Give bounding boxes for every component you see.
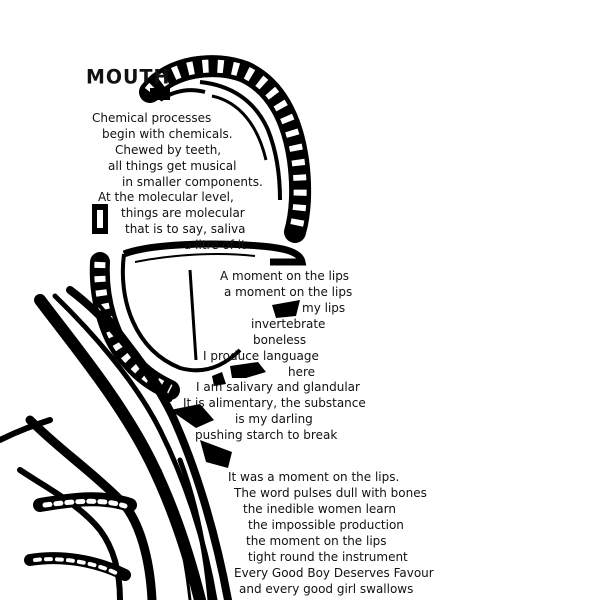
poem-line: It was a moment on the lips. [228,470,400,484]
poem-line: pushing starch to break [195,428,338,442]
poem-line: I produce language [203,349,319,363]
poem-line: It is alimentary, the substance [183,396,366,410]
poem-line: a litre of it [184,238,246,252]
poem-line: and every good girl swallows [239,582,414,596]
poem-line: The word pulses dull with bones [234,486,427,500]
poem-line: invertebrate [251,317,326,331]
poem-line: things are molecular [121,206,245,220]
poem-line: my lips [302,301,346,315]
poem-line: tight round the instrument [248,550,408,564]
poem-line: Chewed by teeth, [115,143,222,157]
poem-line: I am salivary and glandular [196,380,360,394]
poem-title: MOUTH [86,65,171,89]
poem-line: the moment on the lips [246,534,387,548]
poem-line: Every Good Boy Deserves Favour [234,566,434,580]
poem-line: the inedible women learn [243,502,396,516]
poem-line: that is to say, saliva [125,222,246,236]
poem-line: a moment on the lips [224,285,353,299]
poem-line: is my darling [235,412,313,426]
poem-line: Chemical processes [92,111,212,125]
poem-line: all things get musical [108,159,237,173]
poem-line: At the molecular level, [98,190,234,204]
poem-line: in smaller components. [122,175,263,189]
poem-line: boneless [253,333,307,347]
poem-line: begin with chemicals. [102,127,233,141]
poem-line: the impossible production [248,518,404,532]
poem-line: A moment on the lips [220,269,350,283]
poem-line: here [288,365,316,379]
